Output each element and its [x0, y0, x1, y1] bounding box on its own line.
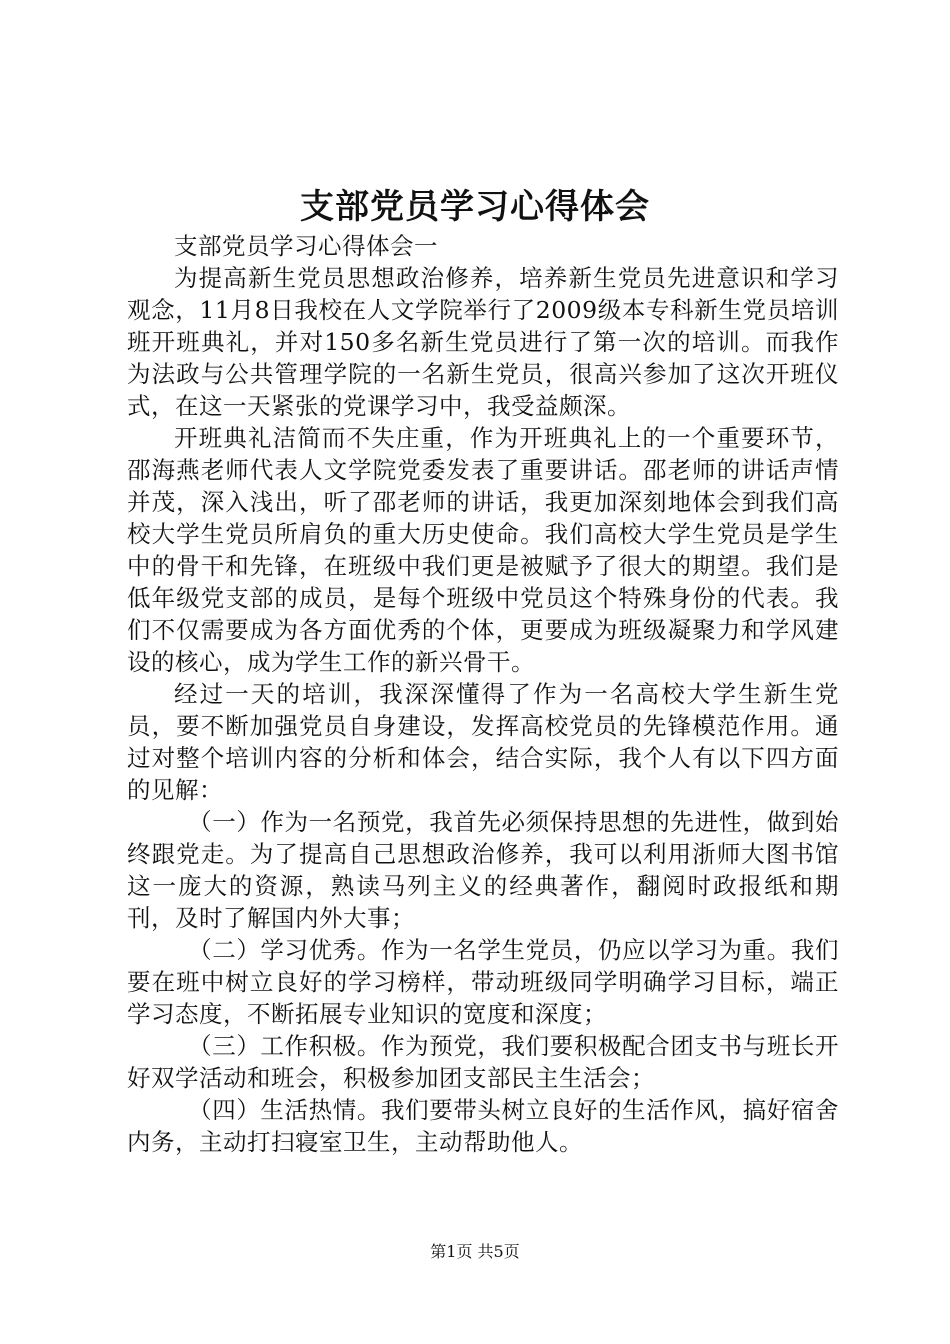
document-title: 支部党员学习心得体会: [300, 187, 650, 227]
document-body: [127, 230, 839, 1158]
list-item-three: （三）工作积极。作为预党，我们要积极配合团支书与班长开好双学活动和班会，积极参加团支部民主生活会；: [127, 1032, 839, 1092]
paragraph-ceremony: 开班典礼洁简而不失庄重，作为开班典礼上的一个重要环节，邵海燕老师代表人文学院党委发表了重要讲话。邵老师的讲话声情并茂，深入浅出，听了邵老师的讲话，我更加深刻地体会到我们高校大学生党员所肩负的重大历史使命。我们高校大学生党员是学生中的骨干和先锋，在班级中我们更是被赋予了很大的期望。我们是低年级党支部的成员，是每个班级中党员这个特殊身份的代表。我们不仅需要成为各方面优秀的个体，更要成为班级凝聚力和学风建设的核心，成为学生工作的新兴骨干。: [127, 424, 839, 676]
paragraph-intro: 为提高新生党员思想政治修养，培养新生党员先进意识和学习观念，11月8日我校在人文学院举行了2009级本专科新生党员培训班开班典礼，并对150多名新生党员进行了第一次的培训。而我作为法政与公共管理学院的一名新生党员，很高兴参加了这次开班仪式，在这一天紧张的党课学习中，我受益颇深。: [127, 264, 839, 420]
paragraph-insights: 经过一天的培训，我深深懂得了作为一名高校大学生新生党员，要不断加强党员自身建设，发挥高校党员的先锋模范作用。通过对整个培训内容的分析和体会，结合实际，我个人有以下四方面的见解：: [127, 680, 839, 804]
section-heading: 支部党员学习心得体会一: [174, 232, 438, 260]
list-item-two: （二）学习优秀。作为一名学生党员，仍应以学习为重。我们要在班中树立良好的学习榜样，带动班级同学明确学习目标，端正学习态度，不断拓展专业知识的宽度和深度；: [127, 936, 839, 1028]
page-number-footer: 第1页 共5页: [430, 1242, 520, 1261]
list-item-four: （四）生活热情。我们要带头树立良好的生活作风，搞好宿舍内务，主动打扫寝室卫生，主动帮助他人。: [127, 1096, 839, 1156]
list-item-one: （一）作为一名预党，我首先必须保持思想的先进性，做到始终跟党走。为了提高自己思想政治修养，我可以利用浙师大图书馆这一庞大的资源，熟读马列主义的经典著作，翻阅时政报纸和期刊，及时了解国内外大事；: [127, 808, 839, 932]
